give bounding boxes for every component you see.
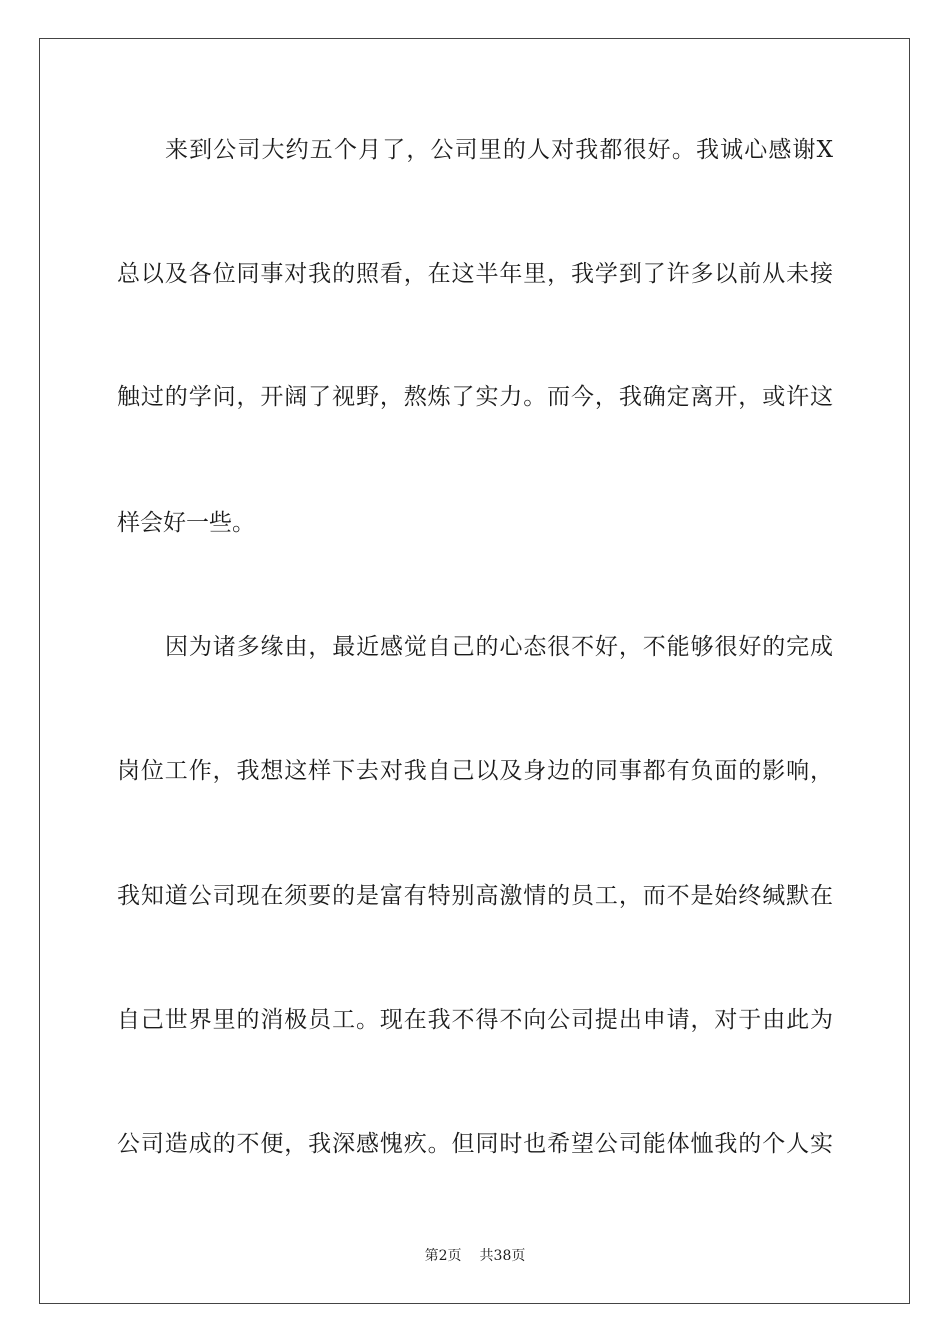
text-line-5: 因为诸多缘由，最近感觉自己的心态很不好，不能够很好的完成	[165, 634, 833, 660]
text-line-1: 来到公司大约五个月了，公司里的人对我都很好。我诚心感谢X	[165, 137, 833, 163]
text-line-8: 自己世界里的消极员工。现在我不得不向公司提出申请，对于由此为	[117, 1007, 833, 1033]
text-line-2: 总以及各位同事对我的照看，在这半年里，我学到了许多以前从未接	[117, 261, 833, 287]
text-line-6: 岗位工作，我想这样下去对我自己以及身边的同事都有负面的影响，	[117, 758, 833, 784]
page-number: 第2页	[424, 1248, 462, 1264]
page-total: 共38页	[479, 1248, 526, 1264]
text-line-9: 公司造成的不便，我深感愧疚。但同时也希望公司能体恤我的个人实	[117, 1131, 833, 1157]
text-line-7: 我知道公司现在须要的是富有特别高激情的员工，而不是始终缄默在	[117, 883, 833, 909]
text-line-3: 触过的学问，开阔了视野，熬炼了实力。而今，我确定离开，或许这	[117, 384, 833, 410]
page-frame	[39, 38, 910, 1304]
page-footer	[0, 1246, 950, 1266]
text-line-4: 样会好一些。	[117, 510, 255, 536]
